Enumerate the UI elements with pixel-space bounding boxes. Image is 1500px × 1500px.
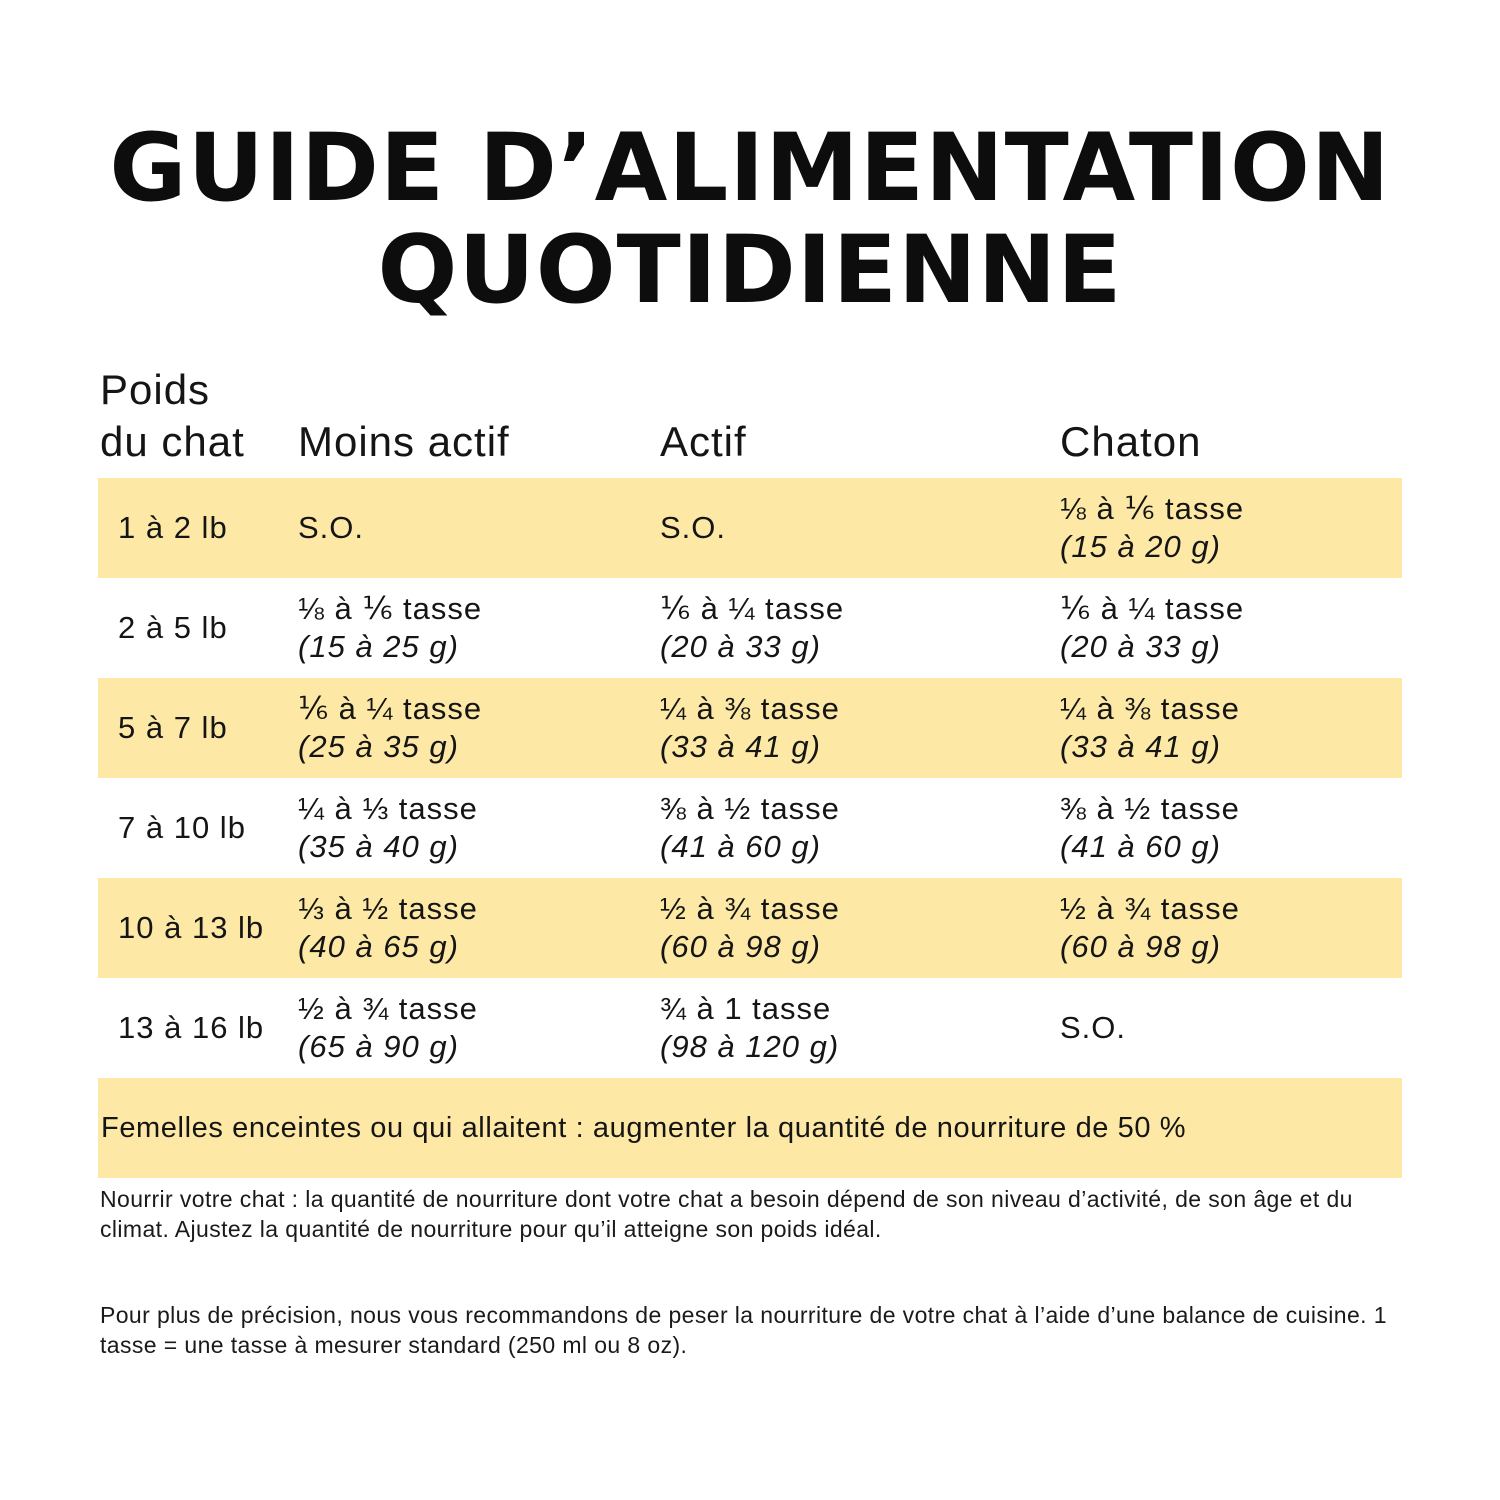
grams-value: (35 à 40 g) [298,829,459,864]
grams-value: (65 à 90 g) [298,1029,459,1064]
kitten-cell [1060,578,1244,678]
header-weight-line-2: du chat [100,418,245,465]
cups-value: ⅜ à ½ tasse [660,791,840,826]
weight-cell: 1 à 2 lb [118,510,228,545]
active-cell [660,578,844,678]
grams-value: (20 à 33 g) [660,629,821,664]
cups-value: ¼ à ⅜ tasse [1060,691,1240,726]
measuring-note: Pour plus de précision, nous vous recommandons de peser la nourriture de votre chat à l’aide d’une balance de cuisine. 1 tasse = une tasse à mesurer standard (250 ml ou 8 oz). [100,1302,1387,1358]
pregnant-note [98,1078,1402,1178]
cups-value: ⅛ à ⅙ tasse [1060,491,1245,526]
weight-cell: 7 à 10 lb [118,810,246,845]
cups-value: ⅜ à ½ tasse [1060,791,1240,826]
less-active-cell [298,978,478,1078]
table-row [98,878,1402,978]
less-active-cell [298,478,364,578]
header-kitten: Chaton [1060,418,1202,465]
cups-value: S.O. [660,510,727,545]
kitten-cell [1060,778,1240,878]
header-active: Actif [660,418,747,465]
table-row [98,578,1402,678]
kitten-cell [1060,878,1240,978]
grams-value: (33 à 41 g) [660,729,821,764]
grams-value: (41 à 60 g) [660,829,821,864]
kitten-cell [1060,678,1240,778]
cups-value: ¼ à ⅓ tasse [298,791,478,826]
active-cell [660,678,840,778]
table-row [98,478,1402,578]
cups-value: ⅙ à ¼ tasse [298,691,483,726]
cups-value: ⅙ à ¼ tasse [1060,591,1245,626]
title-line-1: GUIDE D’ALIMENTATION [109,114,1391,223]
active-cell [660,478,726,578]
grams-value: (25 à 35 g) [298,729,459,764]
header-weight [100,364,245,468]
table-header [0,366,1500,476]
cups-value: S.O. [298,510,365,545]
less-active-cell [298,878,478,978]
cups-value: ¼ à ⅜ tasse [660,691,840,726]
feeding-instructions: Nourrir votre chat : la quantité de nourriture dont votre chat a besoin dépend de son niveau d’activité, de son âge et du climat. Ajustez la quantité de nourriture pour qu’il atteigne son poids idéal. [100,1186,1353,1242]
grams-value: (41 à 60 g) [1060,829,1221,864]
cups-value: ½ à ¾ tasse [660,891,840,926]
weight-cell: 13 à 16 lb [118,1010,265,1045]
kitten-cell [1060,478,1244,578]
cups-value: ½ à ¾ tasse [298,991,478,1026]
page-title [0,114,1500,325]
cups-value: ¾ à 1 tasse [660,991,832,1026]
weight-cell: 2 à 5 lb [118,610,228,645]
header-weight-line-1: Poids [100,366,211,413]
grams-value: (40 à 65 g) [298,929,459,964]
table-row [98,978,1402,1078]
grams-value: (15 à 25 g) [298,629,459,664]
active-cell [660,978,839,1078]
grams-value: (15 à 20 g) [1060,529,1221,564]
weight-cell: 5 à 7 lb [118,710,228,745]
cups-value: ⅙ à ¼ tasse [660,591,845,626]
weight-cell: 10 à 13 lb [118,910,265,945]
grams-value: (33 à 41 g) [1060,729,1221,764]
active-cell [660,878,840,978]
table-row [98,678,1402,778]
grams-value: (60 à 98 g) [660,929,821,964]
less-active-cell [298,678,482,778]
cups-value: S.O. [1060,1010,1127,1045]
kitten-cell [1060,978,1126,1078]
grams-value: (60 à 98 g) [1060,929,1221,964]
active-cell [660,778,840,878]
pregnant-note-text: Femelles enceintes ou qui allaitent : augmenter la quantité de nourriture de 50 % [101,1111,1187,1144]
less-active-cell [298,778,478,878]
table-row [98,778,1402,878]
less-active-cell [298,578,482,678]
grams-value: (20 à 33 g) [1060,629,1221,664]
title-line-2: QUOTIDIENNE [377,216,1123,325]
cups-value: ⅓ à ½ tasse [298,891,478,926]
cups-value: ⅛ à ⅙ tasse [298,591,483,626]
header-less-active: Moins actif [298,418,510,465]
cups-value: ½ à ¾ tasse [1060,891,1240,926]
grams-value: (98 à 120 g) [660,1029,840,1064]
